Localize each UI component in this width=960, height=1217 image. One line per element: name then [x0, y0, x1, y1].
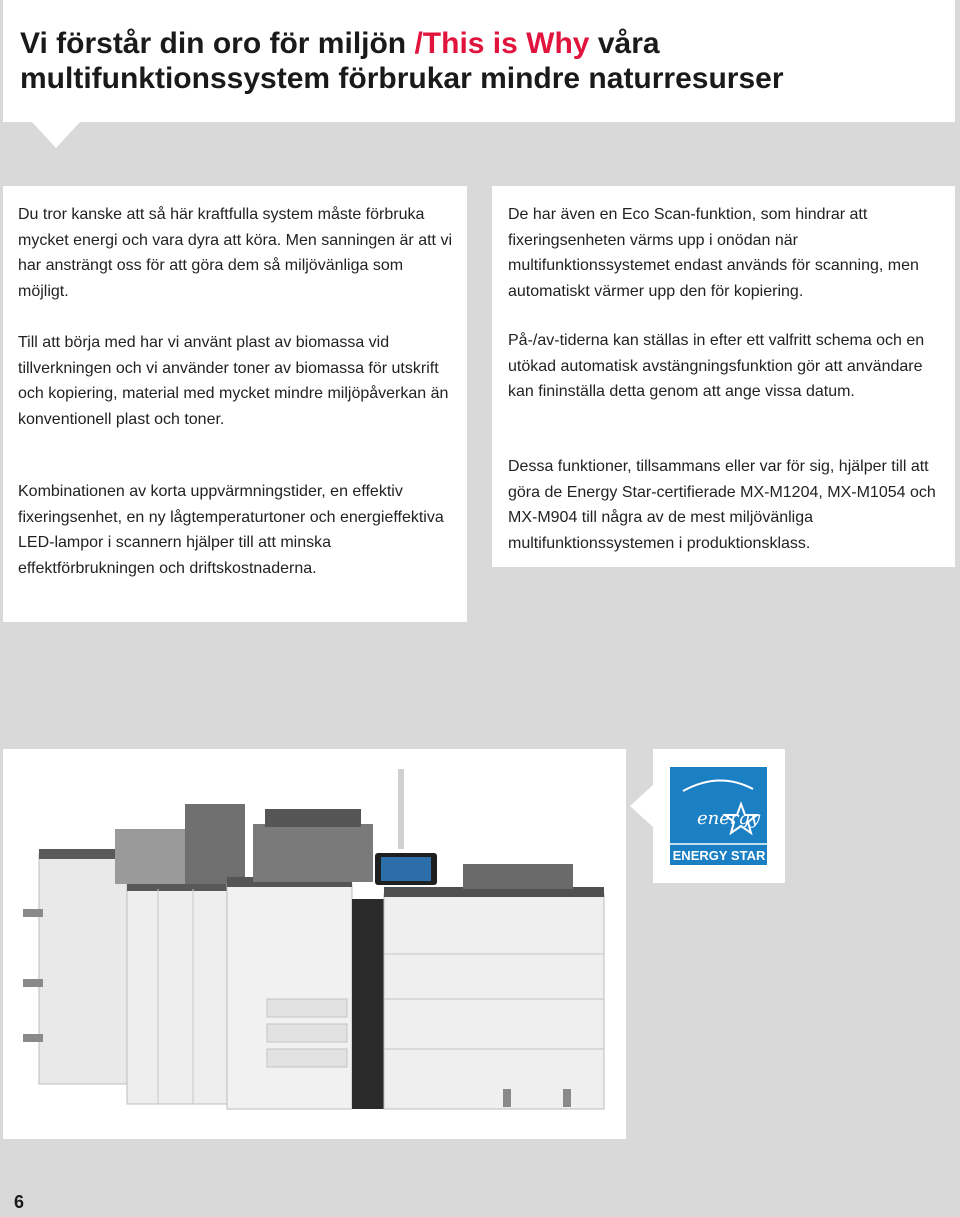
right-paragraph-1: De har även en Eco Scan-funktion, som hindrar att fixeringsenheten värms upp i onödan när multifunktionssystemet endast används för scanning, men automatiskt värmer upp den för kopiering.: [508, 206, 919, 300]
right-paragraph-2: På-/av-tiderna kan ställas in efter ett valfritt schema och en utökad automatisk avstängningsfunktion gör att användare kan fininställa detta genom att ange vissa datum.: [508, 332, 925, 400]
energy-logo-script: energy: [697, 808, 761, 829]
title-part2: våra multifunktionssystem förbrukar mindre naturresurser: [20, 27, 784, 95]
title-part1: Vi förstår din oro för miljön: [20, 27, 415, 60]
printer-image-box: [3, 749, 626, 1139]
image-notch: [630, 784, 654, 828]
energy-star-logo: [653, 749, 785, 883]
page-title: [20, 26, 940, 96]
left-text-panel: [3, 186, 467, 622]
right-paragraph-3: Dessa funktioner, tillsammans eller var för sig, hjälper till att göra de Energy Star-certifierade MX-M1204, MX-M1054 och MX-M904 till några av de mest miljövänliga multifunktionssystemen i produktionsklass.: [508, 458, 936, 552]
energy-logo-text: ENERGY STAR: [672, 848, 766, 863]
title-accent: /This is Why: [414, 27, 590, 60]
left-paragraph-3: Kombinationen av korta uppvärmningstider, en effektiv fixeringsenhet, en ny lågtemperaturtoner och energieffektiva LED-lampor i scannern hjälper till att minska effektförbrukningen och driftskostnaderna.: [18, 483, 444, 577]
header-box: [3, 0, 955, 122]
left-paragraph-1: Du tror kanske att så här kraftfulla system måste förbruka mycket energi och vara dyra att köra. Men sanningen är att vi har ansträngt oss för att göra dem så miljövänliga som möjligt.: [18, 206, 452, 300]
header-notch: [32, 122, 80, 148]
energy-logo-box: [653, 749, 785, 883]
right-text-panel: [492, 186, 955, 567]
page-number: 6: [14, 1192, 25, 1212]
left-paragraph-2: Till att börja med har vi använt plast av biomassa vid tillverkningen och vi använder toner av biomassa för utskrift och kopiering, material med mycket mindre miljöpåverkan än konventionell plast och toner.: [18, 334, 449, 428]
multifunction-printer-image: [3, 749, 626, 1139]
